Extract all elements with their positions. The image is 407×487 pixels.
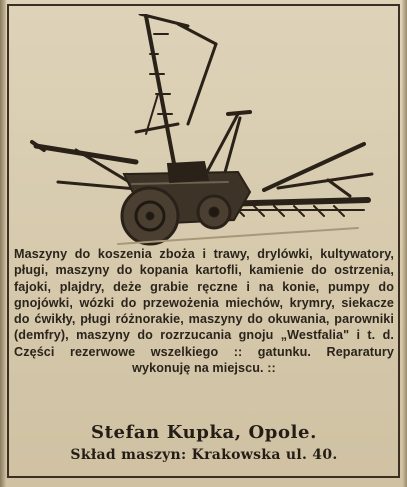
machine-pole [36,146,136,162]
mowing-machine-illustration [28,14,380,250]
advert-body-text: Maszyny do koszenia zboża i trawy, drylówki, kultywatory, pługi, maszyny do kopania kartofli, kamienie do ostrzenia, fajoki, plajdry, deże grabie ręczne i na konie, pumpy do gnojówki, wózki do przewożenia miechów, krymry, siekacze do ćwikły, pługi różnorakie, maszyny do okuwania, parowniki (demfry), maszyny do rozrzucania gnoju „Westfalia" i t. d. Części rezerwowe wszelkiego :: gatunku. Reparatury wykonuję na miejscu. :: [14,247,394,376]
scan-shadow-right [402,0,407,487]
scan-shadow-left [0,0,6,487]
advertiser-name: Stefan Kupka, Opole. [91,422,317,443]
warehouse-address: Skład maszyn: Krakowska ul. 40. [70,447,338,463]
